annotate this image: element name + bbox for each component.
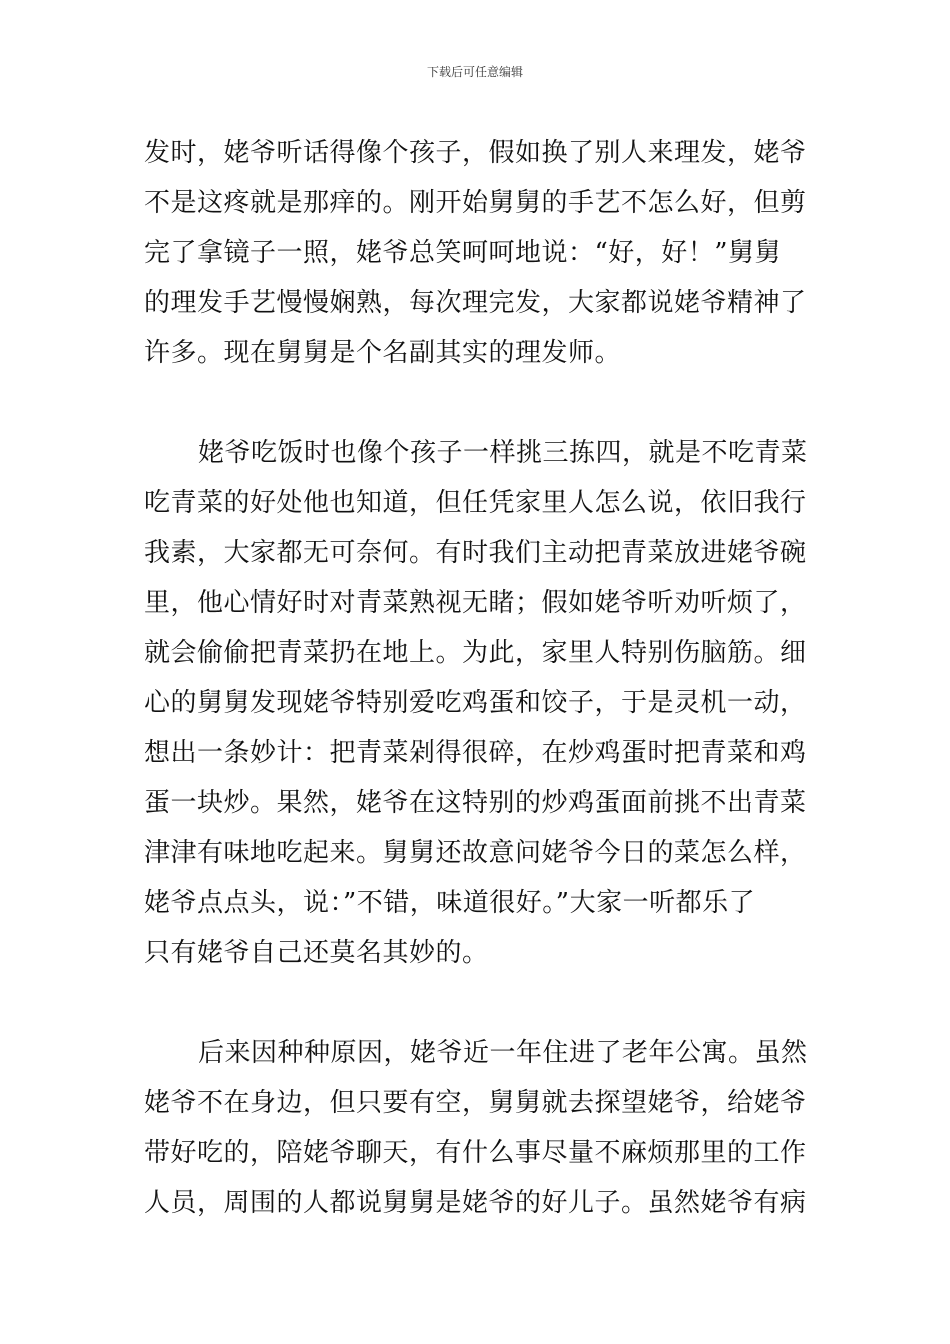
paragraph-line: 带好吃的，陪姥爷聊天，有什么事尽量不麻烦那里的工作 [144, 1138, 807, 1168]
document-body [144, 128, 814, 1228]
paragraph-line: 姥爷不在身边，但只要有空，舅舅就去探望姥爷，给姥爷 [144, 1088, 807, 1118]
paragraph-line: 只有姥爷自己还莫名其妙的。 [144, 938, 489, 968]
paragraph-line: 人员，周围的人都说舅舅是姥爷的好儿子。虽然姥爷有病 [144, 1188, 807, 1218]
paragraph-line: 想出一条妙计：把青菜剁得很碎，在炒鸡蛋时把青菜和鸡 [144, 738, 807, 768]
paragraph-line: 津津有味地吃起来。舅舅还故意问姥爷今日的菜怎么样， [144, 838, 807, 868]
paragraph-line: 后来因种种原因，姥爷近一年住进了老年公寓。虽然 [198, 1038, 808, 1068]
paragraph-spacer [144, 378, 814, 428]
paragraph-line: 完了拿镜子一照，姥爷总笑呵呵地说：“好，好！”舅舅 [144, 238, 782, 268]
paragraph-line: 我素，大家都无可奈何。有时我们主动把青菜放进姥爷碗 [144, 538, 807, 568]
paragraph-line: 吃青菜的好处他也知道，但任凭家里人怎么说，依旧我行 [144, 488, 807, 518]
paragraph-line: 不是这疼就是那痒的。刚开始舅舅的手艺不怎么好，但剪 [144, 188, 807, 218]
paragraph-line: 发时，姥爷听话得像个孩子，假如换了别人来理发，姥爷 [144, 138, 807, 168]
paragraph-1 [144, 128, 814, 378]
paragraph-line: 里，他心情好时对青菜熟视无睹；假如姥爷听劝听烦了， [144, 588, 807, 618]
paragraph-line: 心的舅舅发现姥爷特别爱吃鸡蛋和饺子，于是灵机一动， [144, 688, 807, 718]
page-header: 下载后可任意编辑 [426, 65, 523, 79]
paragraph-line: 许多。现在舅舅是个名副其实的理发师。 [144, 338, 622, 368]
paragraph-2 [144, 428, 814, 978]
paragraph-line: 蛋一块炒。果然，姥爷在这特别的炒鸡蛋面前挑不出青菜 [144, 788, 807, 818]
paragraph-3 [144, 1028, 814, 1228]
paragraph-line: 姥爷吃饭时也像个孩子一样挑三拣四，就是不吃青菜 [198, 438, 808, 468]
paragraph-line: 姥爷点点头，说：”不错，味道很好。”大家一听都乐了 [144, 888, 756, 918]
paragraph-spacer [144, 978, 814, 1028]
paragraph-line: 的理发手艺慢慢娴熟，每次理完发，大家都说姥爷精神了 [144, 288, 807, 318]
paragraph-line: 就会偷偷把青菜扔在地上。为此，家里人特别伤脑筋。细 [144, 638, 807, 668]
